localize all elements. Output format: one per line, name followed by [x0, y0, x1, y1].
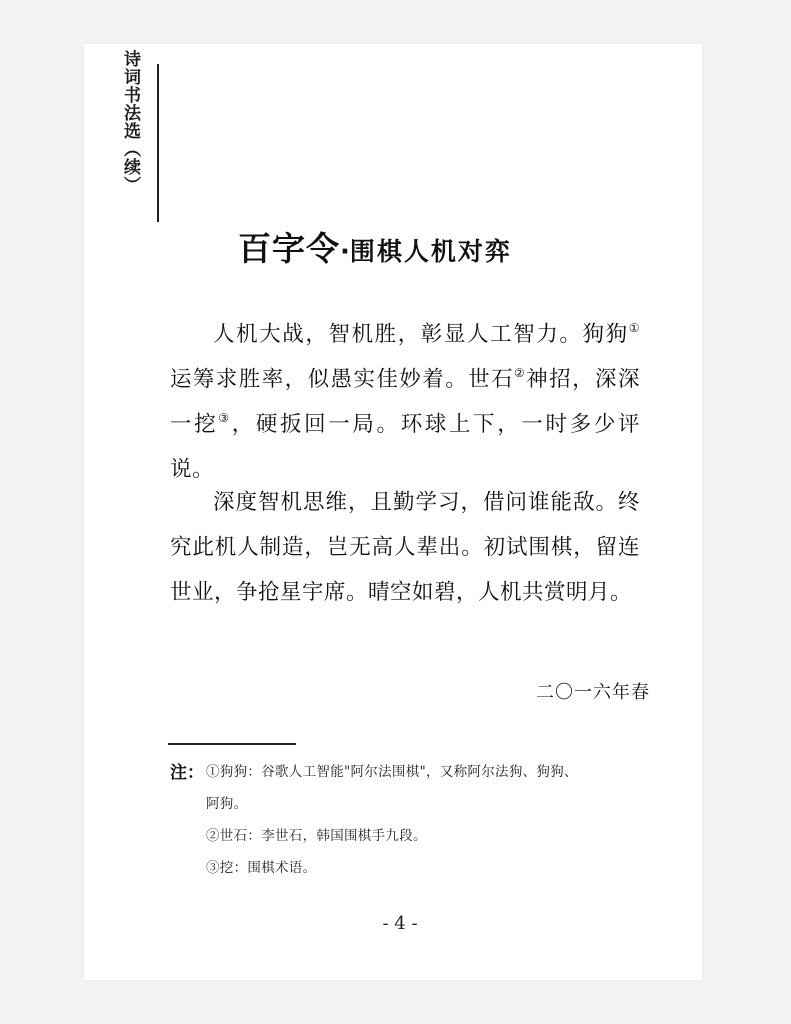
poem-text: 人机大战，智机胜，彰显人工智力。狗狗 — [213, 322, 629, 347]
footnote-label: 注： — [170, 763, 204, 783]
section-divider — [157, 64, 159, 222]
footnote-3: ③挖：围棋术语。 — [206, 860, 317, 876]
poem-date: 二〇一六年春 — [536, 682, 650, 703]
poem-text: 深度智机思维，且勤学习，借问谁能敌。终究此机人制造，岂无高人辈出。初试围棋，留连世业，争抢星宇席。晴空如碧，人机共赏明月。 — [170, 490, 640, 605]
page-number: - 4 - — [382, 913, 418, 934]
poem-title — [238, 223, 578, 270]
footnote-2: ②世石：李世石，韩国围棋手九段。 — [206, 828, 427, 844]
footnote-ref-1[interactable]: ① — [628, 321, 640, 335]
poem-title-separator: · — [340, 237, 350, 267]
footnote-1: ①狗狗：谷歌人工智能"阿尔法围棋"，又称阿尔法狗、狗狗、 — [206, 764, 578, 780]
footnote-ref-3[interactable]: ③ — [218, 411, 232, 425]
section-title-vertical: 诗词书法选（续） — [120, 50, 140, 194]
poem-stanza-1 — [170, 312, 640, 492]
poem-text: 神招，深深一挖 — [170, 367, 640, 437]
footnote-1-continued: 阿狗。 — [206, 796, 248, 812]
poem-text: ，硬扳回一局。环球上下，一时多少评说。 — [170, 412, 640, 482]
poem-text: 运筹求胜率，似愚实佳妙着。世石 — [170, 367, 515, 392]
footnote-divider — [168, 743, 296, 745]
poem-title-main: 百字令 — [238, 229, 340, 268]
poem-title-sub: 围棋人机对弈 — [349, 237, 512, 266]
footnote-ref-2[interactable]: ② — [514, 366, 527, 380]
poem-stanza-2 — [170, 480, 640, 615]
